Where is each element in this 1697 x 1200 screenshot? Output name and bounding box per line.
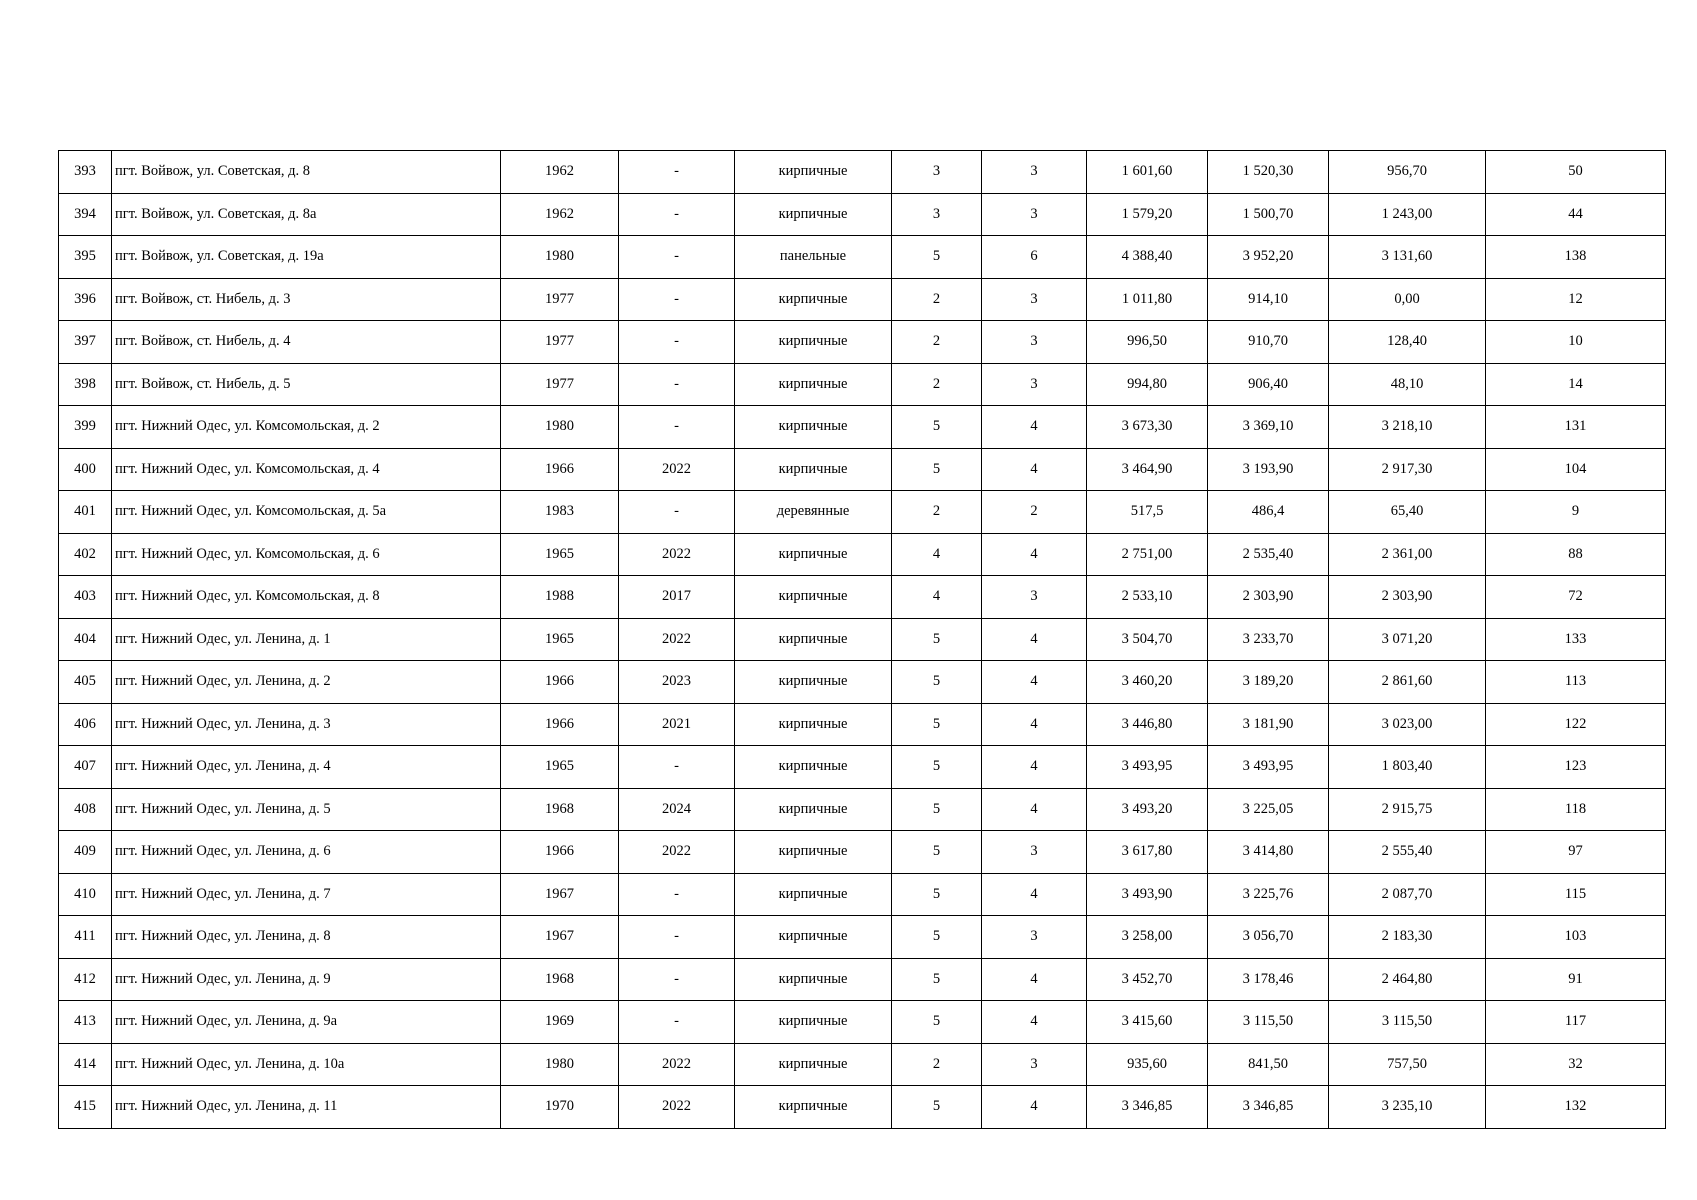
year-built-cell: 1977 (501, 278, 619, 321)
total-area-cell: 3 504,70 (1087, 618, 1208, 661)
residential-area-cell: 2 183,30 (1329, 916, 1486, 959)
address-cell: пгт. Нижний Одес, ул. Ленина, д. 4 (112, 746, 501, 789)
address-cell: пгт. Нижний Одес, ул. Ленина, д. 1 (112, 618, 501, 661)
table-row (59, 363, 1666, 406)
living-area-cell: 3 233,70 (1208, 618, 1329, 661)
living-area-cell: 2 535,40 (1208, 533, 1329, 576)
wall-material-cell: кирпичные (735, 958, 892, 1001)
address-cell: пгт. Нижний Одес, ул. Ленина, д. 7 (112, 873, 501, 916)
living-area-cell: 906,40 (1208, 363, 1329, 406)
overhaul-year-cell: 2024 (619, 788, 735, 831)
living-area-cell: 3 414,80 (1208, 831, 1329, 874)
residential-area-cell: 128,40 (1329, 321, 1486, 364)
address-cell: пгт. Войвож, ст. Нибель, д. 3 (112, 278, 501, 321)
residents-count-cell: 115 (1486, 873, 1666, 916)
year-built-cell: 1977 (501, 321, 619, 364)
table-row (59, 1086, 1666, 1129)
total-area-cell: 3 493,20 (1087, 788, 1208, 831)
year-built-cell: 1968 (501, 958, 619, 1001)
residents-count-cell: 103 (1486, 916, 1666, 959)
residents-count-cell: 12 (1486, 278, 1666, 321)
residential-area-cell: 757,50 (1329, 1043, 1486, 1086)
wall-material-cell: кирпичные (735, 321, 892, 364)
residents-count-cell: 44 (1486, 193, 1666, 236)
address-cell: пгт. Нижний Одес, ул. Комсомольская, д. 2 (112, 406, 501, 449)
table-row (59, 406, 1666, 449)
overhaul-year-cell: 2022 (619, 831, 735, 874)
entrances-cell: 3 (982, 193, 1087, 236)
row-number-cell: 394 (59, 193, 112, 236)
wall-material-cell: кирпичные (735, 533, 892, 576)
overhaul-year-cell: - (619, 873, 735, 916)
wall-material-cell: кирпичные (735, 1001, 892, 1044)
entrances-cell: 4 (982, 533, 1087, 576)
overhaul-year-cell: - (619, 278, 735, 321)
living-area-cell: 3 225,76 (1208, 873, 1329, 916)
living-area-cell: 3 181,90 (1208, 703, 1329, 746)
overhaul-year-cell: - (619, 321, 735, 364)
residents-count-cell: 14 (1486, 363, 1666, 406)
residents-count-cell: 122 (1486, 703, 1666, 746)
floors-cell: 2 (892, 1043, 982, 1086)
floors-cell: 5 (892, 1001, 982, 1044)
overhaul-year-cell: 2022 (619, 448, 735, 491)
wall-material-cell: кирпичные (735, 873, 892, 916)
row-number-cell: 395 (59, 236, 112, 279)
table-row (59, 746, 1666, 789)
overhaul-year-cell: 2022 (619, 1086, 735, 1129)
row-number-cell: 414 (59, 1043, 112, 1086)
year-built-cell: 1977 (501, 363, 619, 406)
floors-cell: 2 (892, 321, 982, 364)
living-area-cell: 841,50 (1208, 1043, 1329, 1086)
residential-area-cell: 2 464,80 (1329, 958, 1486, 1001)
residents-count-cell: 91 (1486, 958, 1666, 1001)
floors-cell: 2 (892, 491, 982, 534)
residents-count-cell: 138 (1486, 236, 1666, 279)
row-number-cell: 407 (59, 746, 112, 789)
residents-count-cell: 117 (1486, 1001, 1666, 1044)
entrances-cell: 3 (982, 916, 1087, 959)
row-number-cell: 410 (59, 873, 112, 916)
entrances-cell: 3 (982, 363, 1087, 406)
total-area-cell: 3 415,60 (1087, 1001, 1208, 1044)
residential-area-cell: 2 915,75 (1329, 788, 1486, 831)
year-built-cell: 1966 (501, 831, 619, 874)
living-area-cell: 3 952,20 (1208, 236, 1329, 279)
address-cell: пгт. Нижний Одес, ул. Комсомольская, д. 8 (112, 576, 501, 619)
living-area-cell: 3 193,90 (1208, 448, 1329, 491)
living-area-cell: 3 178,46 (1208, 958, 1329, 1001)
floors-cell: 5 (892, 703, 982, 746)
row-number-cell: 396 (59, 278, 112, 321)
row-number-cell: 398 (59, 363, 112, 406)
living-area-cell: 3 189,20 (1208, 661, 1329, 704)
entrances-cell: 4 (982, 406, 1087, 449)
row-number-cell: 399 (59, 406, 112, 449)
total-area-cell: 996,50 (1087, 321, 1208, 364)
overhaul-year-cell: - (619, 363, 735, 406)
residents-count-cell: 72 (1486, 576, 1666, 619)
residential-area-cell: 2 917,30 (1329, 448, 1486, 491)
total-area-cell: 1 601,60 (1087, 151, 1208, 194)
floors-cell: 2 (892, 363, 982, 406)
total-area-cell: 517,5 (1087, 491, 1208, 534)
residential-area-cell: 65,40 (1329, 491, 1486, 534)
row-number-cell: 400 (59, 448, 112, 491)
table-row (59, 151, 1666, 194)
residential-area-cell: 956,70 (1329, 151, 1486, 194)
residential-area-cell: 3 131,60 (1329, 236, 1486, 279)
entrances-cell: 4 (982, 703, 1087, 746)
residents-count-cell: 113 (1486, 661, 1666, 704)
overhaul-year-cell: - (619, 958, 735, 1001)
entrances-cell: 4 (982, 661, 1087, 704)
table-row (59, 533, 1666, 576)
wall-material-cell: кирпичные (735, 831, 892, 874)
living-area-cell: 914,10 (1208, 278, 1329, 321)
living-area-cell: 3 115,50 (1208, 1001, 1329, 1044)
overhaul-year-cell: 2017 (619, 576, 735, 619)
table-row (59, 873, 1666, 916)
floors-cell: 5 (892, 236, 982, 279)
row-number-cell: 401 (59, 491, 112, 534)
table-row (59, 491, 1666, 534)
overhaul-year-cell: 2023 (619, 661, 735, 704)
residents-count-cell: 9 (1486, 491, 1666, 534)
residents-count-cell: 104 (1486, 448, 1666, 491)
table-body (59, 151, 1666, 1129)
entrances-cell: 3 (982, 321, 1087, 364)
total-area-cell: 1 579,20 (1087, 193, 1208, 236)
overhaul-year-cell: 2021 (619, 703, 735, 746)
row-number-cell: 393 (59, 151, 112, 194)
overhaul-year-cell: - (619, 151, 735, 194)
row-number-cell: 402 (59, 533, 112, 576)
living-area-cell: 1 500,70 (1208, 193, 1329, 236)
address-cell: пгт. Нижний Одес, ул. Ленина, д. 8 (112, 916, 501, 959)
row-number-cell: 406 (59, 703, 112, 746)
floors-cell: 5 (892, 448, 982, 491)
row-number-cell: 411 (59, 916, 112, 959)
entrances-cell: 6 (982, 236, 1087, 279)
residential-area-cell: 48,10 (1329, 363, 1486, 406)
floors-cell: 3 (892, 151, 982, 194)
overhaul-year-cell: - (619, 916, 735, 959)
residential-area-cell: 3 218,10 (1329, 406, 1486, 449)
residential-area-cell: 2 861,60 (1329, 661, 1486, 704)
residential-area-cell: 2 555,40 (1329, 831, 1486, 874)
wall-material-cell: кирпичные (735, 916, 892, 959)
overhaul-year-cell: - (619, 406, 735, 449)
floors-cell: 4 (892, 533, 982, 576)
wall-material-cell: кирпичные (735, 151, 892, 194)
floors-cell: 5 (892, 661, 982, 704)
residents-count-cell: 50 (1486, 151, 1666, 194)
wall-material-cell: панельные (735, 236, 892, 279)
year-built-cell: 1965 (501, 533, 619, 576)
total-area-cell: 3 617,80 (1087, 831, 1208, 874)
year-built-cell: 1965 (501, 746, 619, 789)
row-number-cell: 415 (59, 1086, 112, 1129)
floors-cell: 5 (892, 746, 982, 789)
total-area-cell: 3 460,20 (1087, 661, 1208, 704)
entrances-cell: 4 (982, 448, 1087, 491)
total-area-cell: 3 673,30 (1087, 406, 1208, 449)
residents-count-cell: 118 (1486, 788, 1666, 831)
residents-count-cell: 123 (1486, 746, 1666, 789)
entrances-cell: 3 (982, 831, 1087, 874)
year-built-cell: 1966 (501, 448, 619, 491)
overhaul-year-cell: - (619, 193, 735, 236)
address-cell: пгт. Нижний Одес, ул. Ленина, д. 10а (112, 1043, 501, 1086)
address-cell: пгт. Войвож, ул. Советская, д. 19а (112, 236, 501, 279)
table-row (59, 788, 1666, 831)
entrances-cell: 2 (982, 491, 1087, 534)
residents-count-cell: 133 (1486, 618, 1666, 661)
total-area-cell: 994,80 (1087, 363, 1208, 406)
year-built-cell: 1980 (501, 236, 619, 279)
table-row (59, 448, 1666, 491)
row-number-cell: 404 (59, 618, 112, 661)
living-area-cell: 910,70 (1208, 321, 1329, 364)
address-cell: пгт. Нижний Одес, ул. Ленина, д. 9а (112, 1001, 501, 1044)
table-row (59, 1001, 1666, 1044)
address-cell: пгт. Войвож, ул. Советская, д. 8 (112, 151, 501, 194)
residential-area-cell: 2 303,90 (1329, 576, 1486, 619)
entrances-cell: 4 (982, 618, 1087, 661)
overhaul-year-cell: - (619, 236, 735, 279)
residents-count-cell: 88 (1486, 533, 1666, 576)
living-area-cell: 3 493,95 (1208, 746, 1329, 789)
wall-material-cell: кирпичные (735, 406, 892, 449)
living-area-cell: 486,4 (1208, 491, 1329, 534)
floors-cell: 5 (892, 1086, 982, 1129)
address-cell: пгт. Войвож, ст. Нибель, д. 5 (112, 363, 501, 406)
total-area-cell: 4 388,40 (1087, 236, 1208, 279)
floors-cell: 4 (892, 576, 982, 619)
total-area-cell: 3 346,85 (1087, 1086, 1208, 1129)
entrances-cell: 4 (982, 1086, 1087, 1129)
entrances-cell: 3 (982, 151, 1087, 194)
row-number-cell: 405 (59, 661, 112, 704)
wall-material-cell: кирпичные (735, 576, 892, 619)
floors-cell: 2 (892, 278, 982, 321)
table-row (59, 703, 1666, 746)
wall-material-cell: кирпичные (735, 278, 892, 321)
living-area-cell: 3 225,05 (1208, 788, 1329, 831)
wall-material-cell: деревянные (735, 491, 892, 534)
table-row (59, 831, 1666, 874)
year-built-cell: 1965 (501, 618, 619, 661)
living-area-cell: 2 303,90 (1208, 576, 1329, 619)
row-number-cell: 408 (59, 788, 112, 831)
table-row (59, 278, 1666, 321)
residential-area-cell: 2 361,00 (1329, 533, 1486, 576)
living-area-cell: 3 369,10 (1208, 406, 1329, 449)
address-cell: пгт. Нижний Одес, ул. Комсомольская, д. 4 (112, 448, 501, 491)
table-row (59, 916, 1666, 959)
year-built-cell: 1967 (501, 873, 619, 916)
entrances-cell: 4 (982, 958, 1087, 1001)
address-cell: пгт. Нижний Одес, ул. Ленина, д. 3 (112, 703, 501, 746)
row-number-cell: 412 (59, 958, 112, 1001)
entrances-cell: 3 (982, 1043, 1087, 1086)
overhaul-year-cell: 2022 (619, 533, 735, 576)
wall-material-cell: кирпичные (735, 1086, 892, 1129)
wall-material-cell: кирпичные (735, 703, 892, 746)
total-area-cell: 3 493,90 (1087, 873, 1208, 916)
table-row (59, 958, 1666, 1001)
total-area-cell: 3 452,70 (1087, 958, 1208, 1001)
row-number-cell: 397 (59, 321, 112, 364)
total-area-cell: 3 446,80 (1087, 703, 1208, 746)
address-cell: пгт. Нижний Одес, ул. Ленина, д. 11 (112, 1086, 501, 1129)
wall-material-cell: кирпичные (735, 1043, 892, 1086)
address-cell: пгт. Войвож, ст. Нибель, д. 4 (112, 321, 501, 364)
wall-material-cell: кирпичные (735, 661, 892, 704)
wall-material-cell: кирпичные (735, 363, 892, 406)
year-built-cell: 1966 (501, 661, 619, 704)
row-number-cell: 403 (59, 576, 112, 619)
floors-cell: 5 (892, 406, 982, 449)
residential-area-cell: 3 235,10 (1329, 1086, 1486, 1129)
residents-count-cell: 97 (1486, 831, 1666, 874)
floors-cell: 5 (892, 618, 982, 661)
wall-material-cell: кирпичные (735, 448, 892, 491)
overhaul-year-cell: - (619, 1001, 735, 1044)
entrances-cell: 4 (982, 746, 1087, 789)
table-row (59, 576, 1666, 619)
total-area-cell: 2 533,10 (1087, 576, 1208, 619)
total-area-cell: 3 464,90 (1087, 448, 1208, 491)
year-built-cell: 1988 (501, 576, 619, 619)
residents-count-cell: 132 (1486, 1086, 1666, 1129)
table-row (59, 193, 1666, 236)
address-cell: пгт. Войвож, ул. Советская, д. 8а (112, 193, 501, 236)
residential-area-cell: 3 071,20 (1329, 618, 1486, 661)
wall-material-cell: кирпичные (735, 618, 892, 661)
entrances-cell: 3 (982, 278, 1087, 321)
housing-stock-table (58, 150, 1666, 1129)
entrances-cell: 3 (982, 576, 1087, 619)
residents-count-cell: 131 (1486, 406, 1666, 449)
residential-area-cell: 0,00 (1329, 278, 1486, 321)
residential-area-cell: 2 087,70 (1329, 873, 1486, 916)
entrances-cell: 4 (982, 1001, 1087, 1044)
year-built-cell: 1980 (501, 406, 619, 449)
row-number-cell: 413 (59, 1001, 112, 1044)
year-built-cell: 1966 (501, 703, 619, 746)
address-cell: пгт. Нижний Одес, ул. Ленина, д. 2 (112, 661, 501, 704)
floors-cell: 5 (892, 873, 982, 916)
residential-area-cell: 3 023,00 (1329, 703, 1486, 746)
overhaul-year-cell: 2022 (619, 618, 735, 661)
table-row (59, 321, 1666, 364)
floors-cell: 5 (892, 958, 982, 1001)
residential-area-cell: 1 243,00 (1329, 193, 1486, 236)
total-area-cell: 3 493,95 (1087, 746, 1208, 789)
residential-area-cell: 3 115,50 (1329, 1001, 1486, 1044)
entrances-cell: 4 (982, 788, 1087, 831)
floors-cell: 5 (892, 788, 982, 831)
residents-count-cell: 32 (1486, 1043, 1666, 1086)
wall-material-cell: кирпичные (735, 788, 892, 831)
floors-cell: 5 (892, 831, 982, 874)
total-area-cell: 1 011,80 (1087, 278, 1208, 321)
total-area-cell: 935,60 (1087, 1043, 1208, 1086)
floors-cell: 3 (892, 193, 982, 236)
address-cell: пгт. Нижний Одес, ул. Ленина, д. 6 (112, 831, 501, 874)
residential-area-cell: 1 803,40 (1329, 746, 1486, 789)
wall-material-cell: кирпичные (735, 193, 892, 236)
address-cell: пгт. Нижний Одес, ул. Комсомольская, д. 6 (112, 533, 501, 576)
total-area-cell: 3 258,00 (1087, 916, 1208, 959)
residents-count-cell: 10 (1486, 321, 1666, 364)
overhaul-year-cell: 2022 (619, 1043, 735, 1086)
year-built-cell: 1980 (501, 1043, 619, 1086)
overhaul-year-cell: - (619, 491, 735, 534)
year-built-cell: 1969 (501, 1001, 619, 1044)
living-area-cell: 3 056,70 (1208, 916, 1329, 959)
year-built-cell: 1983 (501, 491, 619, 534)
table-row (59, 618, 1666, 661)
total-area-cell: 2 751,00 (1087, 533, 1208, 576)
floors-cell: 5 (892, 916, 982, 959)
year-built-cell: 1962 (501, 151, 619, 194)
address-cell: пгт. Нижний Одес, ул. Комсомольская, д. 5а (112, 491, 501, 534)
table-row (59, 236, 1666, 279)
row-number-cell: 409 (59, 831, 112, 874)
table-row (59, 661, 1666, 704)
overhaul-year-cell: - (619, 746, 735, 789)
table-row (59, 1043, 1666, 1086)
address-cell: пгт. Нижний Одес, ул. Ленина, д. 5 (112, 788, 501, 831)
year-built-cell: 1968 (501, 788, 619, 831)
year-built-cell: 1967 (501, 916, 619, 959)
wall-material-cell: кирпичные (735, 746, 892, 789)
year-built-cell: 1970 (501, 1086, 619, 1129)
entrances-cell: 4 (982, 873, 1087, 916)
living-area-cell: 3 346,85 (1208, 1086, 1329, 1129)
address-cell: пгт. Нижний Одес, ул. Ленина, д. 9 (112, 958, 501, 1001)
living-area-cell: 1 520,30 (1208, 151, 1329, 194)
year-built-cell: 1962 (501, 193, 619, 236)
